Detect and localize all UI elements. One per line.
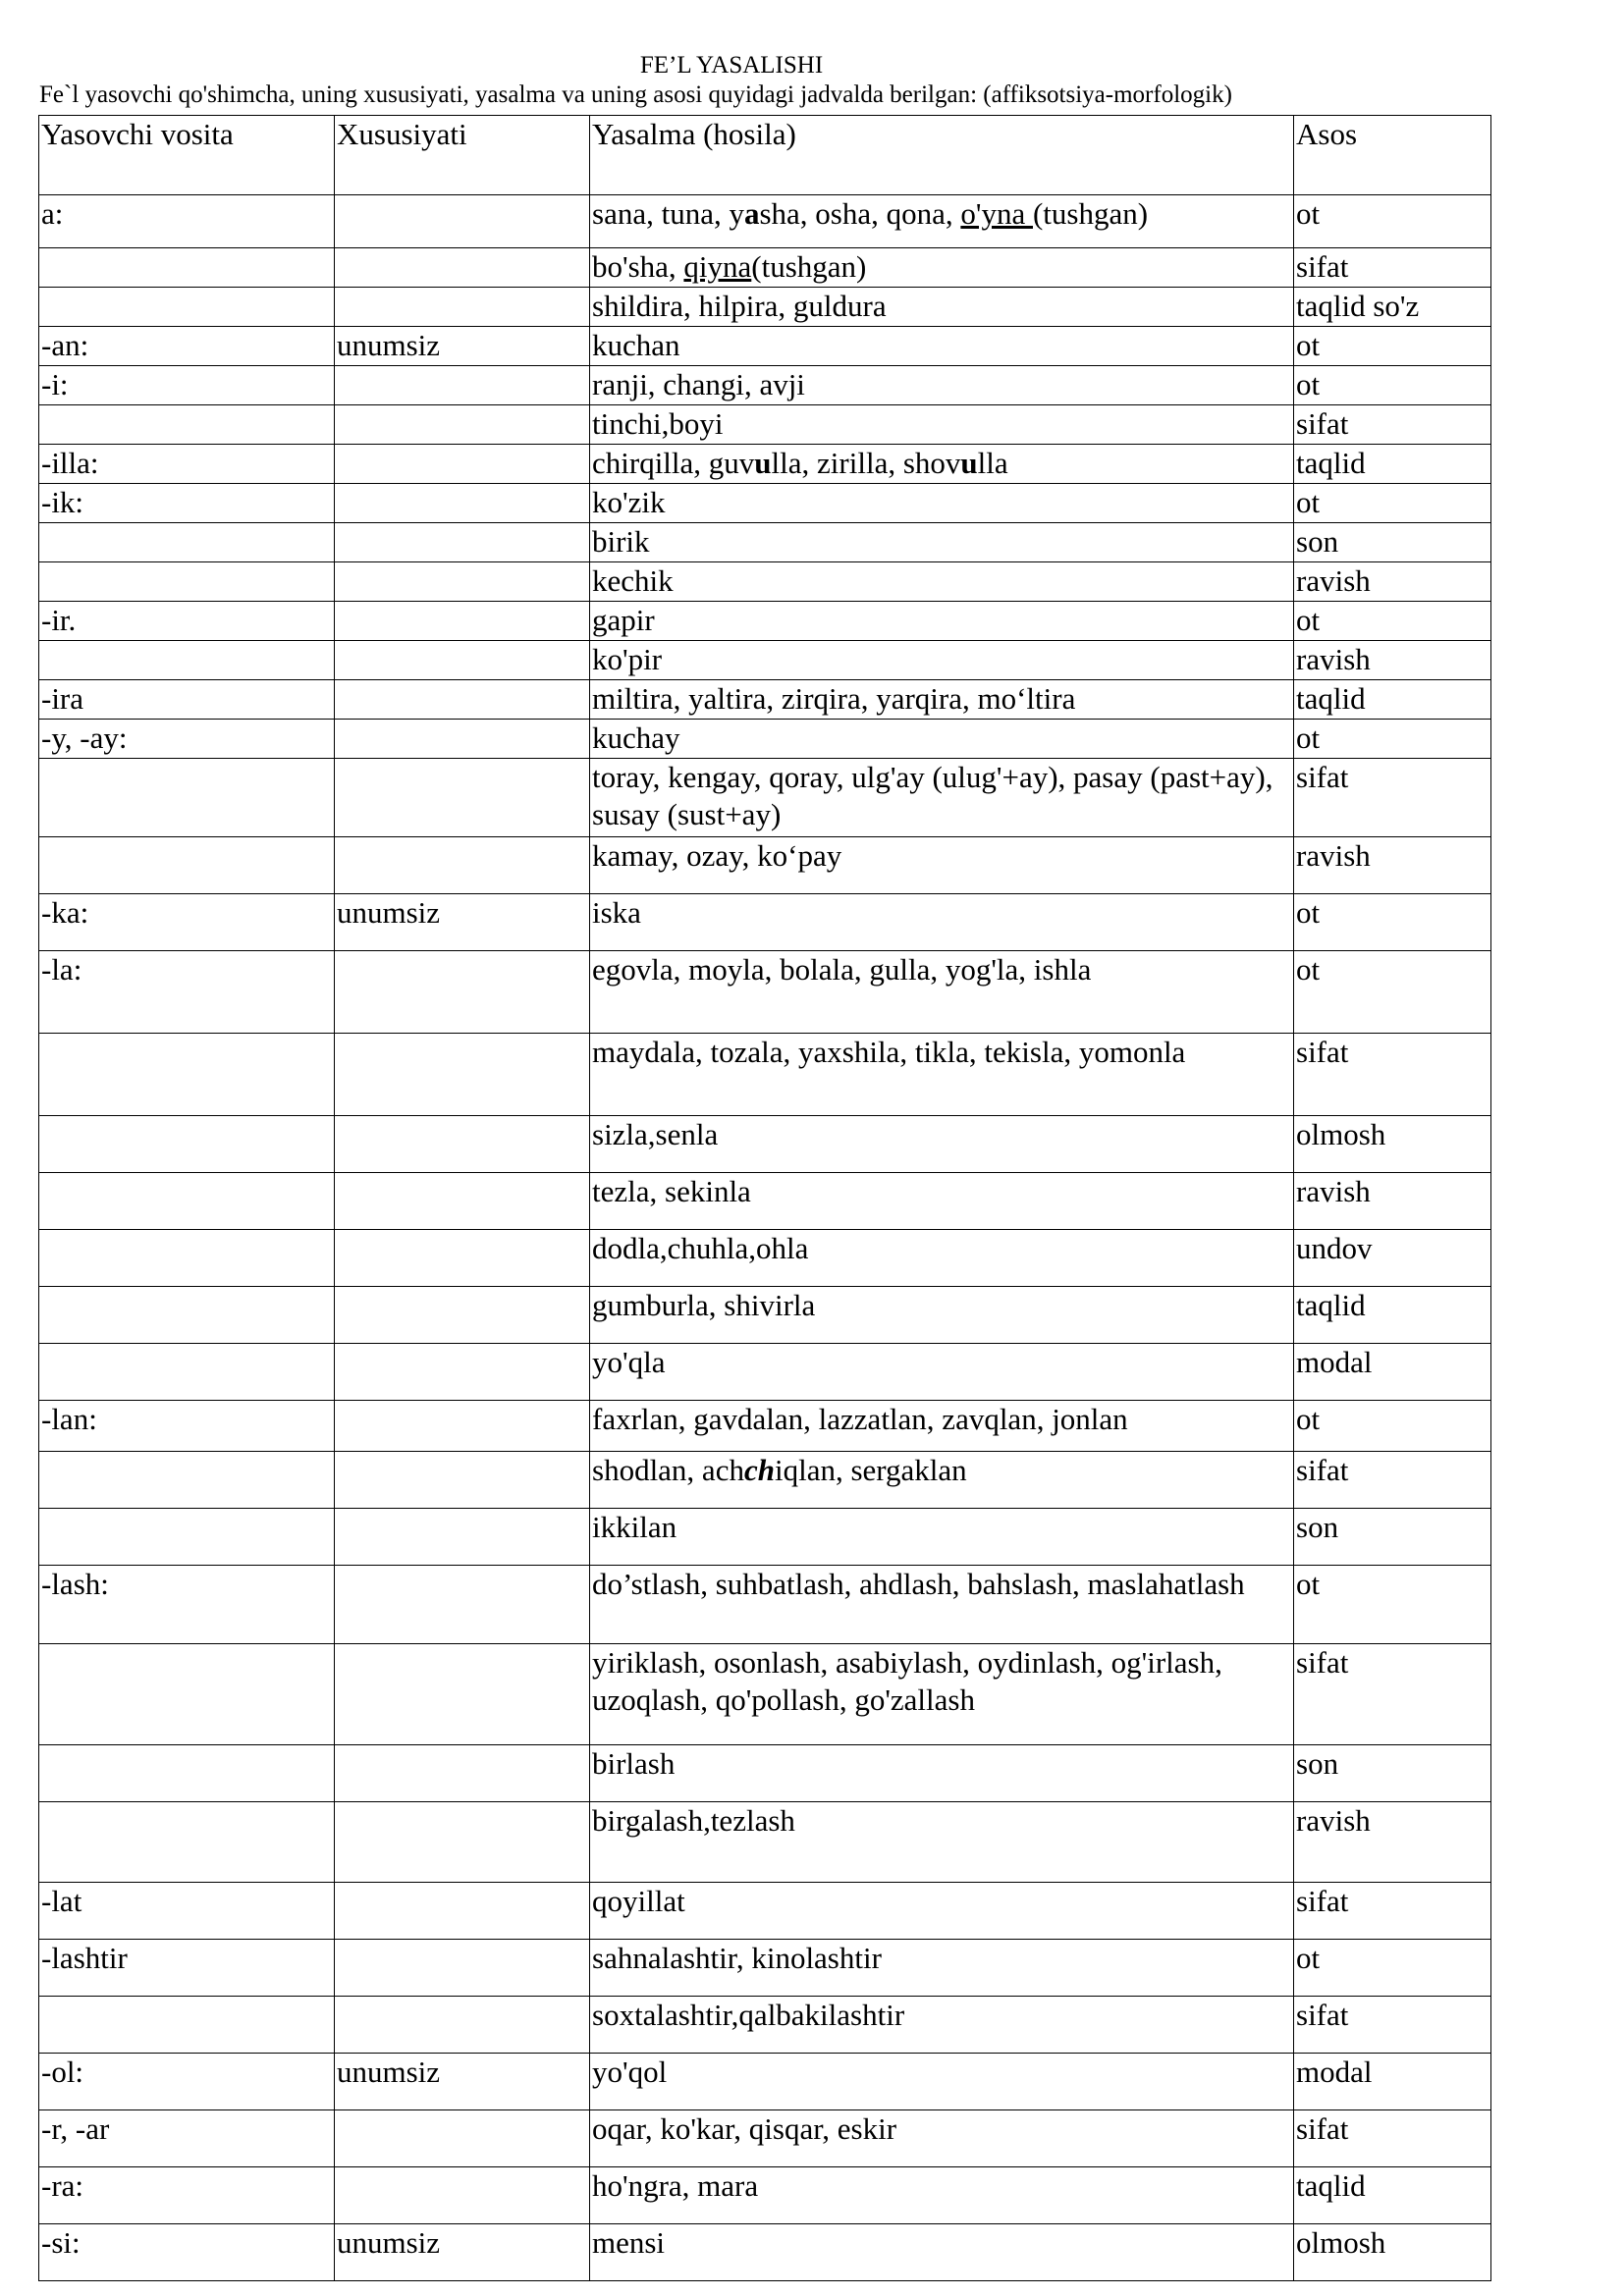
table-header-row	[39, 116, 1491, 195]
base-cell: ot	[1294, 327, 1491, 366]
feature-cell	[335, 1566, 590, 1644]
feature-cell	[335, 837, 590, 894]
affix-cell	[39, 288, 335, 327]
base-cell: son	[1294, 1509, 1491, 1566]
derived-cell: iska	[590, 894, 1294, 951]
derived-cell: shodlan, achchiqlan, sergaklan	[590, 1452, 1294, 1509]
base-cell: ot	[1294, 1401, 1491, 1452]
feature-cell	[335, 1997, 590, 2054]
base-cell: sifat	[1294, 1452, 1491, 1509]
base-cell: sifat	[1294, 759, 1491, 837]
table-row	[39, 288, 1491, 327]
feature-cell	[335, 1230, 590, 1287]
table-row	[39, 1802, 1491, 1883]
feature-cell	[335, 1644, 590, 1745]
header-base: Asos	[1294, 116, 1491, 195]
feature-cell	[335, 1940, 590, 1997]
base-cell: modal	[1294, 1344, 1491, 1401]
affix-cell: -lashtir	[39, 1940, 335, 1997]
base-cell: ot	[1294, 602, 1491, 641]
derived-cell: ko'pir	[590, 641, 1294, 680]
table-row	[39, 837, 1491, 894]
table-row	[39, 951, 1491, 1034]
affix-cell: -ra:	[39, 2167, 335, 2224]
derived-cell: yo'qla	[590, 1344, 1294, 1401]
derived-cell: tezla, sekinla	[590, 1173, 1294, 1230]
table-row	[39, 1173, 1491, 1230]
base-cell: taqlid	[1294, 680, 1491, 720]
feature-cell	[335, 1745, 590, 1802]
table-row	[39, 327, 1491, 366]
feature-cell	[335, 366, 590, 405]
feature-cell	[335, 1509, 590, 1566]
header-derived: Yasalma (hosila)	[590, 116, 1294, 195]
table-row	[39, 1883, 1491, 1940]
base-cell: ravish	[1294, 562, 1491, 602]
table-row	[39, 1452, 1491, 1509]
table-row	[39, 523, 1491, 562]
derived-cell: birlash	[590, 1745, 1294, 1802]
affix-cell: -y, -ay:	[39, 720, 335, 759]
derived-cell: yiriklash, osonlash, asabiylash, oydinlash, og'irlash, uzoqlash, qo'pollash, go'zallash	[590, 1644, 1294, 1745]
table-row	[39, 484, 1491, 523]
feature-cell	[335, 1173, 590, 1230]
derived-cell: ranji, changi, avji	[590, 366, 1294, 405]
derived-cell: dodla,chuhla,ohla	[590, 1230, 1294, 1287]
table-row	[39, 1401, 1491, 1452]
table-row	[39, 1287, 1491, 1344]
base-cell: sifat	[1294, 1997, 1491, 2054]
affix-cell: -lan:	[39, 1401, 335, 1452]
derived-cell: egovla, moyla, bolala, gulla, yog'la, ishla	[590, 951, 1294, 1034]
derived-cell: birik	[590, 523, 1294, 562]
feature-cell	[335, 484, 590, 523]
affix-cell	[39, 1802, 335, 1883]
feature-cell	[335, 1802, 590, 1883]
table-row	[39, 680, 1491, 720]
header-affix: Yasovchi vosita	[39, 116, 335, 195]
affix-cell: -ka:	[39, 894, 335, 951]
feature-cell	[335, 1883, 590, 1940]
affix-cell	[39, 405, 335, 445]
feature-cell: unumsiz	[335, 327, 590, 366]
affix-cell: -lash:	[39, 1566, 335, 1644]
affix-cell: -ir.	[39, 602, 335, 641]
base-cell: modal	[1294, 2054, 1491, 2110]
table-row	[39, 641, 1491, 680]
feature-cell	[335, 288, 590, 327]
intro-text: Fe`l yasovchi qo'shimcha, uning xususiyati, yasalma va uning asosi quyidagi jadvalda berilgan: (affiksotsiya-morfologik)	[39, 81, 1232, 108]
table-row	[39, 405, 1491, 445]
feature-cell	[335, 1344, 590, 1401]
affix-cell	[39, 1509, 335, 1566]
table-row	[39, 1509, 1491, 1566]
affix-cell: -r, -ar	[39, 2110, 335, 2167]
feature-cell	[335, 759, 590, 837]
base-cell: taqlid so'z	[1294, 288, 1491, 327]
affix-cell: -illa:	[39, 445, 335, 484]
derived-cell: qoyillat	[590, 1883, 1294, 1940]
feature-cell	[335, 1401, 590, 1452]
derived-cell: tinchi,boyi	[590, 405, 1294, 445]
derived-cell: shildira, hilpira, guldura	[590, 288, 1294, 327]
base-cell: taqlid	[1294, 445, 1491, 484]
affix-cell	[39, 837, 335, 894]
base-cell: ot	[1294, 366, 1491, 405]
derived-cell: kamay, ozay, ko‘pay	[590, 837, 1294, 894]
affix-cell	[39, 1452, 335, 1509]
table-row	[39, 2054, 1491, 2110]
feature-cell	[335, 248, 590, 288]
table-row	[39, 2167, 1491, 2224]
derived-cell: kuchan	[590, 327, 1294, 366]
feature-cell	[335, 680, 590, 720]
affix-cell: -i:	[39, 366, 335, 405]
affix-cell	[39, 1745, 335, 1802]
derived-cell: do’stlash, suhbatlash, ahdlash, bahslash, maslahatlash	[590, 1566, 1294, 1644]
feature-cell: unumsiz	[335, 2224, 590, 2281]
affix-cell	[39, 1644, 335, 1745]
feature-cell: unumsiz	[335, 894, 590, 951]
feature-cell	[335, 562, 590, 602]
affix-cell: -an:	[39, 327, 335, 366]
base-cell: ot	[1294, 1940, 1491, 1997]
base-cell: son	[1294, 523, 1491, 562]
feature-cell	[335, 2110, 590, 2167]
feature-cell	[335, 2167, 590, 2224]
table-row	[39, 720, 1491, 759]
feature-cell	[335, 602, 590, 641]
feature-cell	[335, 523, 590, 562]
derived-cell: maydala, tozala, yaxshila, tikla, tekisla, yomonla	[590, 1034, 1294, 1116]
base-cell: sifat	[1294, 1034, 1491, 1116]
affix-cell	[39, 1116, 335, 1173]
base-cell: taqlid	[1294, 1287, 1491, 1344]
base-cell: sifat	[1294, 248, 1491, 288]
affix-cell	[39, 523, 335, 562]
derived-cell: chirqilla, guvulla, zirilla, shovulla	[590, 445, 1294, 484]
base-cell: ot	[1294, 951, 1491, 1034]
affix-cell	[39, 1173, 335, 1230]
table-row	[39, 1566, 1491, 1644]
affix-cell: a:	[39, 195, 335, 248]
derived-cell: toray, kengay, qoray, ulg'ay (ulug'+ay), pasay (past+ay), susay (sust+ay)	[590, 759, 1294, 837]
derived-cell: ko'zik	[590, 484, 1294, 523]
base-cell: sifat	[1294, 1883, 1491, 1940]
feature-cell: unumsiz	[335, 2054, 590, 2110]
affix-cell	[39, 248, 335, 288]
feature-cell	[335, 720, 590, 759]
base-cell: son	[1294, 1745, 1491, 1802]
page-title: FE’L YASALISHI	[639, 52, 824, 79]
derived-cell: gumburla, shivirla	[590, 1287, 1294, 1344]
derived-cell: kechik	[590, 562, 1294, 602]
base-cell: ravish	[1294, 641, 1491, 680]
base-cell: ravish	[1294, 837, 1491, 894]
base-cell: olmosh	[1294, 1116, 1491, 1173]
feature-cell	[335, 1034, 590, 1116]
affix-cell	[39, 641, 335, 680]
affix-cell	[39, 1344, 335, 1401]
table-row	[39, 759, 1491, 837]
derived-cell: sana, tuna, yasha, osha, qona, o'yna (tushgan)	[590, 195, 1294, 248]
derived-cell: soxtalashtir,qalbakilashtir	[590, 1997, 1294, 2054]
base-cell: sifat	[1294, 1644, 1491, 1745]
feature-cell	[335, 195, 590, 248]
feature-cell	[335, 1452, 590, 1509]
base-cell: olmosh	[1294, 2224, 1491, 2281]
base-cell: ot	[1294, 195, 1491, 248]
derived-cell: kuchay	[590, 720, 1294, 759]
affix-cell	[39, 1034, 335, 1116]
affix-cell: -ira	[39, 680, 335, 720]
table-row	[39, 1230, 1491, 1287]
derived-cell: bo'sha, qiyna(tushgan)	[590, 248, 1294, 288]
table-row	[39, 1116, 1491, 1173]
table-row	[39, 1034, 1491, 1116]
derived-cell: faxrlan, gavdalan, lazzatlan, zavqlan, jonlan	[590, 1401, 1294, 1452]
base-cell: ravish	[1294, 1802, 1491, 1883]
derived-cell: ho'ngra, mara	[590, 2167, 1294, 2224]
derived-cell: birgalash,tezlash	[590, 1802, 1294, 1883]
table-row	[39, 1644, 1491, 1745]
affix-cell: -si:	[39, 2224, 335, 2281]
affix-cell: -lat	[39, 1883, 335, 1940]
affix-cell	[39, 1997, 335, 2054]
derived-cell: mensi	[590, 2224, 1294, 2281]
feature-cell	[335, 1287, 590, 1344]
table-row	[39, 1997, 1491, 2054]
affix-cell: -la:	[39, 951, 335, 1034]
table-row	[39, 1344, 1491, 1401]
derived-cell: miltira, yaltira, zirqira, yarqira, mo‘ltira	[590, 680, 1294, 720]
table-body	[39, 195, 1491, 2281]
derived-cell: sizla,senla	[590, 1116, 1294, 1173]
affix-cell	[39, 759, 335, 837]
table-row	[39, 2110, 1491, 2167]
base-cell: ot	[1294, 894, 1491, 951]
affix-cell	[39, 562, 335, 602]
table-row	[39, 1940, 1491, 1997]
derived-cell: yo'qol	[590, 2054, 1294, 2110]
table-row	[39, 894, 1491, 951]
feature-cell	[335, 641, 590, 680]
base-cell: undov	[1294, 1230, 1491, 1287]
table-row	[39, 366, 1491, 405]
table-row	[39, 1745, 1491, 1802]
table-row	[39, 2224, 1491, 2281]
base-cell: sifat	[1294, 2110, 1491, 2167]
derived-cell: oqar, ko'kar, qisqar, eskir	[590, 2110, 1294, 2167]
affix-cell: -ol:	[39, 2054, 335, 2110]
table-row	[39, 562, 1491, 602]
derived-cell: gapir	[590, 602, 1294, 641]
feature-cell	[335, 405, 590, 445]
base-cell: ravish	[1294, 1173, 1491, 1230]
affix-cell	[39, 1230, 335, 1287]
table-row	[39, 195, 1491, 248]
feature-cell	[335, 445, 590, 484]
base-cell: ot	[1294, 1566, 1491, 1644]
base-cell: sifat	[1294, 405, 1491, 445]
header-feature: Xususiyati	[335, 116, 590, 195]
affix-cell	[39, 1287, 335, 1344]
base-cell: ot	[1294, 484, 1491, 523]
table-row	[39, 445, 1491, 484]
feature-cell	[335, 951, 590, 1034]
base-cell: ot	[1294, 720, 1491, 759]
affix-cell: -ik:	[39, 484, 335, 523]
derived-cell: ikkilan	[590, 1509, 1294, 1566]
base-cell: taqlid	[1294, 2167, 1491, 2224]
derivation-table	[38, 115, 1491, 2281]
derived-cell: sahnalashtir, kinolashtir	[590, 1940, 1294, 1997]
feature-cell	[335, 1116, 590, 1173]
table-row	[39, 248, 1491, 288]
table-row	[39, 602, 1491, 641]
